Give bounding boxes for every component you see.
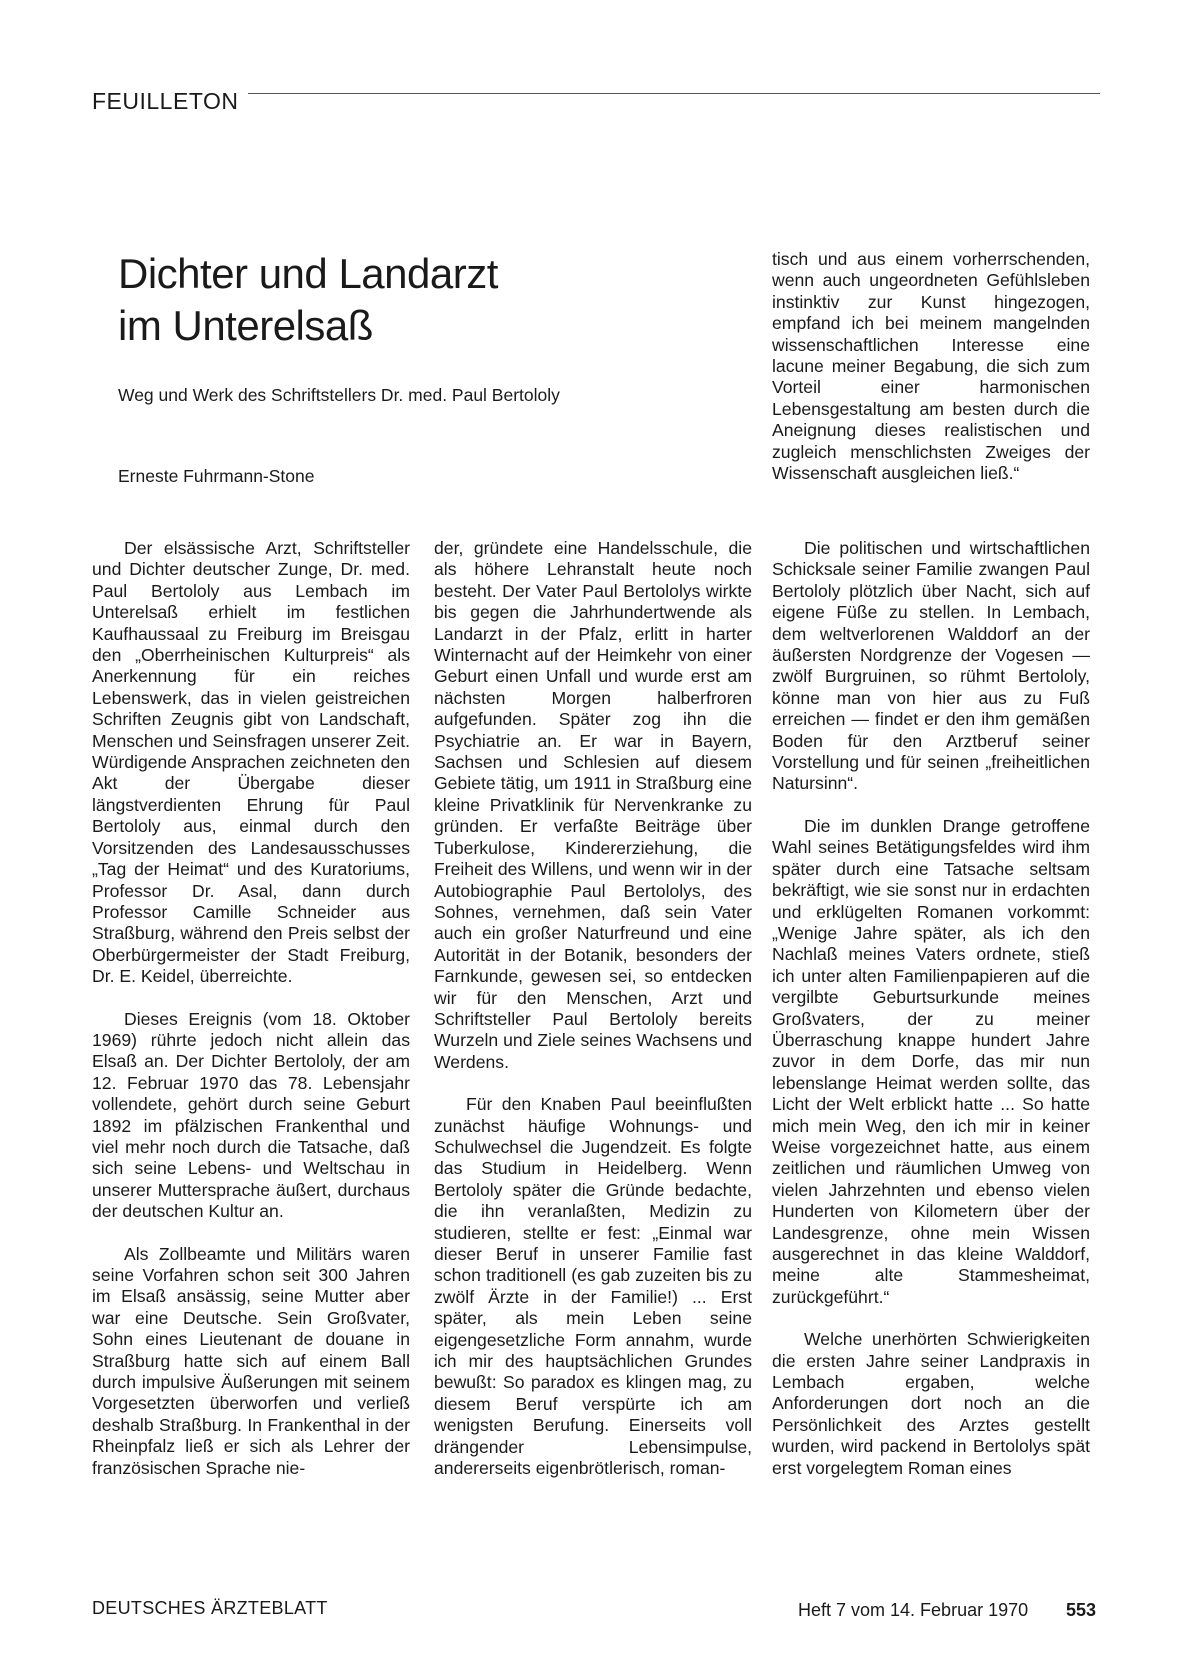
- paragraph: der, gründete eine Handelsschule, die als höhere Lehranstalt heute noch besteht. Der Vater Paul Bertololys wirkte bis gegen die Jahrhundertwende als Landarzt in der Pfalz, erlitt in harter Winternacht auf der Heimkehr von einer Geburt einen Unfall und wurde erst am nächsten Morgen halberfroren aufgefunden. Später zog ihn die Psychiatrie an. Er war in Bayern, Sachsen und Schlesien auf diesem Gebiete tätig, um 1911 in Straßburg eine kleine Privatklinik für Nervenkranke zu gründen. Er verfaßte Beiträge über Tuberkulose, Kindererziehung, die Freiheit des Willens, und wenn wir in der Autobiographie Paul Bertololys, des Sohnes, vernehmen, daß sein Vater auch ein großer Naturfreund und eine Autorität in der Botanik, besonders der Farnkunde, gewesen sei, so entdecken wir für den Menschen, Arzt und Schriftsteller Paul Bertololy bereits Wurzeln und Ziele seines Wachsens und Werdens.: [434, 538, 752, 1072]
- paragraph: Der elsässische Arzt, Schriftsteller und Dichter deutscher Zunge, Dr. med. Paul Bertololy aus Lembach im Unterelsaß erhielt im festlichen Kaufhaussaal zu Freiburg im Breisgau den „Oberrheinischen Kulturpreis“ als Anerkennung für ein reiches Lebenswerk, das in vielen geistreichen Schriften Zeugnis gibt von Landschaft, Menschen und Seinsfragen unserer Zeit. Würdigende Ansprachen zeichneten den Akt der Übergabe dieser längstverdienten Ehrung für Paul Bertololy aus, einmal durch den Vorsitzenden des Landesausschusses „Tag der Heimat“ und des Kuratoriums, Professor Dr. Asal, dann durch Professor Camille Schneider aus Straßburg, während den Preis selbst der Oberbürgermeister der Stadt Freiburg, Dr. E. Keidel, überreichte.: [92, 538, 410, 987]
- column-3: [772, 538, 1090, 1479]
- column-3-top: [772, 249, 1090, 484]
- column-2: [434, 538, 752, 1479]
- paragraph: Für den Knaben Paul beeinflußten zunächst häufige Wohnungs- und Schulwechsel die Jugendzeit. Es folgte das Studium in Heidelberg. Wenn Bertololy später die Gründe bedachte, die ihn veranlaßten, Medizin zu studieren, stellte er fest: „Einmal war dieser Beruf in unserer Familie fast schon traditionell (es gab zuzeiten bis zu zwölf Ärzte in der Familie!) ... Erst später, als mein Leben seine eigengesetzliche Form annahm, wurde ich mir des hauptsächlichen Grundes bewußt: So paradox es klingen mag, zu diesem Beruf verspürte ich am wenigsten Berufung. Einerseits voll drängender Lebensimpulse, andererseits eigenbrötlerisch, roman-: [434, 1094, 752, 1479]
- title-line-1: Dichter und Landarzt: [118, 250, 498, 297]
- paragraph: Welche unerhörten Schwierigkeiten die ersten Jahre seiner Landpraxis in Lembach ergaben, welche Anforderungen dort noch an die Persönlichkeit des Arztes gestellt wurden, wird packend in Bertololys spät erst vorgelegtem Roman eines: [772, 1329, 1090, 1478]
- article-subtitle: Weg und Werk des Schriftstellers Dr. med. Paul Bertololy: [118, 385, 560, 405]
- paragraph: Dieses Ereignis (vom 18. Oktober 1969) rührte jedoch nicht allein das Elsaß an. Der Dichter Bertololy, der am 12. Februar 1970 das 78. Lebensjahr vollendete, gehört durch seine Geburt 1892 im pfälzischen Frankenthal und viel mehr noch durch die Tatsache, daß sich seine Lebens- und Weltschau in unserer Muttersprache äußert, durchaus der deutschen Kultur an.: [92, 1008, 410, 1222]
- paragraph: Die politischen und wirtschaftlichen Schicksale seiner Familie zwangen Paul Bertololy plötzlich über Nacht, sich auf eigene Füße zu stellen. In Lembach, dem weltverlorenen Walddorf an der äußersten Nordgrenze der Vogesen — zwölf Burgruinen, so rühmt Bertololy, könne man von hier aus zu Fuß erreichen — findet er den ihm gemäßen Boden für den Arztberuf seiner Vorstellung und für seinen „freiheitlichen Natursinn“.: [772, 538, 1090, 794]
- section-label: FEUILLETON: [92, 88, 239, 114]
- paragraph: Als Zollbeamte und Militärs waren seine Vorfahren schon seit 300 Jahren im Elsaß ansässig, seine Mutter aber war eine Deutsche. Sein Großvater, Sohn eines Lieutenant de douane in Straßburg hatte sich auf einem Ball durch impulsive Äußerungen mit seinem Vorgesetzten überworfen und verließ deshalb Straßburg. In Frankenthal in der Rheinpfalz ließ er sich als Lehrer der französischen Sprache nie-: [92, 1243, 410, 1478]
- column-1: [92, 538, 410, 1479]
- article-author: Erneste Fuhrmann-Stone: [118, 466, 315, 486]
- paragraph: tisch und aus einem vorherrschenden, wenn auch ungeordneten Gefühlsleben instinktiv zur Kunst hingezogen, empfand ich bei meinem mangelnden wissenschaftlichen Interesse eine lacune meiner Begabung, die sich zum Vorteil einer harmonischen Lebensgestaltung am besten durch die Aneignung dieses realistischen und zugleich menschlichsten Zweiges der Wissenschaft ausgleichen ließ.“: [772, 249, 1090, 484]
- issue-info: Heft 7 vom 14. Februar 1970: [798, 1600, 1029, 1620]
- header-rule: [248, 93, 1100, 94]
- article-title: [118, 248, 618, 352]
- paragraph: Die im dunklen Drange getroffene Wahl seines Betätigungsfeldes wird ihm später durch eine Tatsache seltsam bekräftigt, wie sie sonst nur in erdachten und erklügelten Romanen vorkommt: „Wenige Jahre später, als ich den Nachlaß meines Vaters ordnete, stieß ich unter alten Familienpapieren auf die vergilbte Geburtsurkunde meines Großvaters, der zu meiner Überraschung knappe hundert Jahre zuvor in dem Dorfe, das mir nun lebenslange Heimat werden sollte, das Licht der Welt erblickt hatte ... So hatte mich mein Weg, den ich mir in keiner Weise vorgezeichnet hatte, aus einem zeitlichen und räumlichen Umweg von vielen Jahrzehnten und ebenso vielen Hunderten von Kilometern über der Landesgrenze, ohne mein Wissen ausgerechnet in das kleine Walddorf, meine alte Stammesheimat, zurückgeführt.“: [772, 815, 1090, 1307]
- page-number: 553: [1066, 1600, 1097, 1620]
- journal-name: DEUTSCHES ÄRZTEBLATT: [92, 1598, 328, 1618]
- title-line-2: im Unterelsaß: [118, 302, 373, 349]
